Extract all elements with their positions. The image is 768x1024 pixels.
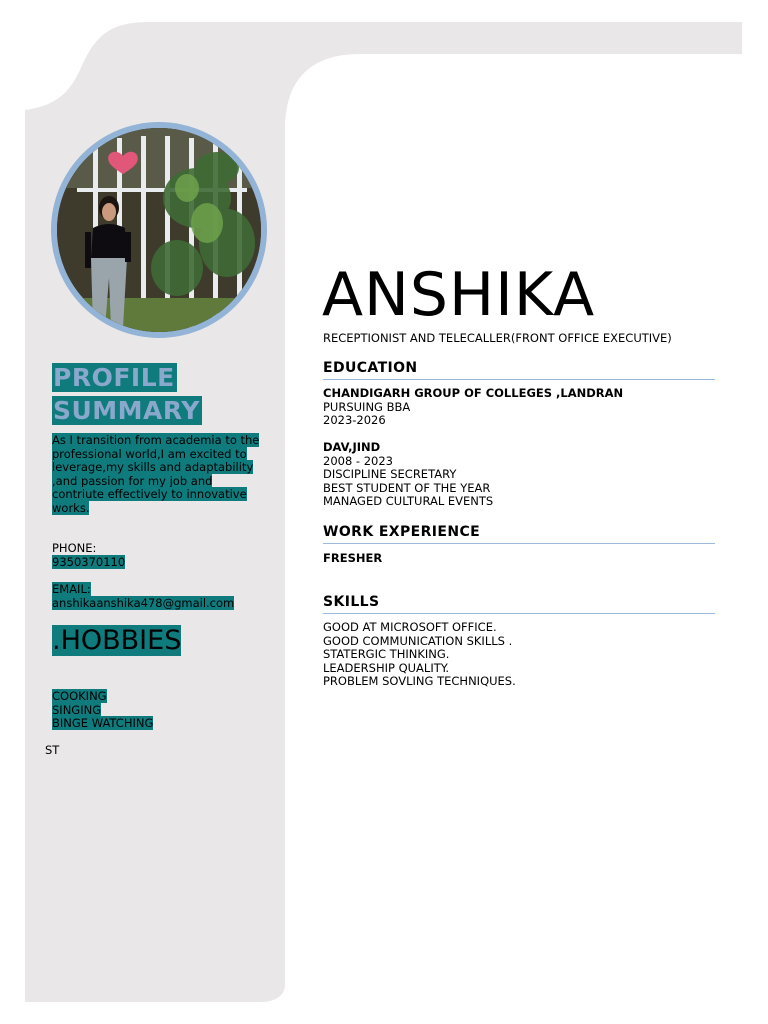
work-experience-heading: WORK EXPERIENCE: [323, 524, 715, 544]
skill-item: LEADERSHIP QUALITY.: [323, 660, 450, 675]
education-institution: CHANDIGARH GROUP OF COLLEGES ,LANDRAN: [323, 386, 624, 400]
education-line: 2023-2026: [323, 413, 386, 428]
profile-summary-text: [52, 434, 260, 516]
education-line: MANAGED CULTURAL EVENTS: [323, 494, 494, 509]
skill-item: PROBLEM SOVLING TECHNIQUES.: [323, 674, 516, 689]
profile-heading-line2: SUMMARY: [53, 396, 200, 425]
email-block: [52, 583, 234, 610]
profile-summary-body: As I transition from academia to the professional world,I am excited to leverage,my skills and adaptability ,and passion for my job and contriute effectively to innovative works.: [52, 433, 260, 515]
skill-item: STATERGIC THINKING.: [323, 647, 450, 662]
hobbies-heading-text: .HOBBIES: [52, 625, 182, 656]
work-entry-text: FRESHER: [323, 551, 383, 565]
education-line: PURSUING BBA: [323, 399, 411, 414]
hobbies-heading: [52, 624, 181, 657]
work-experience-entry: [323, 552, 382, 566]
phone-label: PHONE:: [52, 541, 97, 555]
education-entry-1: [323, 387, 623, 428]
education-line: DISCIPLINE SECRETARY: [323, 467, 457, 482]
email-label: EMAIL:: [52, 582, 91, 596]
education-institution: DAV,JIND: [323, 440, 381, 454]
candidate-role: RECEPTIONIST AND TELECALLER(FRONT OFFICE EXECUTIVE): [323, 331, 672, 345]
skills-heading: SKILLS: [323, 594, 715, 614]
email-address: anshikaanshika478@gmail.com: [52, 595, 235, 610]
profile-summary-heading: [52, 361, 202, 427]
phone-block: [52, 542, 125, 569]
profile-photo: [57, 128, 261, 332]
candidate-name: ANSHIKA: [322, 260, 596, 330]
education-line: BEST STUDENT OF THE YEAR: [323, 480, 491, 495]
phone-number: 9350370110: [52, 554, 126, 569]
skills-list: [323, 621, 516, 689]
education-line: 2008 - 2023: [323, 453, 393, 468]
education-heading: EDUCATION: [323, 360, 715, 380]
hobby-item: COOKING: [52, 689, 107, 703]
hobbies-list: [52, 690, 153, 731]
skill-item: GOOD AT MICROSOFT OFFICE.: [323, 620, 497, 634]
hobby-item: SINGING: [52, 702, 102, 717]
profile-heading-line1: PROFILE: [53, 363, 175, 392]
education-entry-2: [323, 441, 493, 509]
hobby-item: BINGE WATCHING: [52, 716, 154, 731]
skill-item: GOOD COMMUNICATION SKILLS .: [323, 633, 513, 648]
profile-photo-ring: [51, 122, 267, 338]
stray-text: ST: [45, 743, 60, 757]
